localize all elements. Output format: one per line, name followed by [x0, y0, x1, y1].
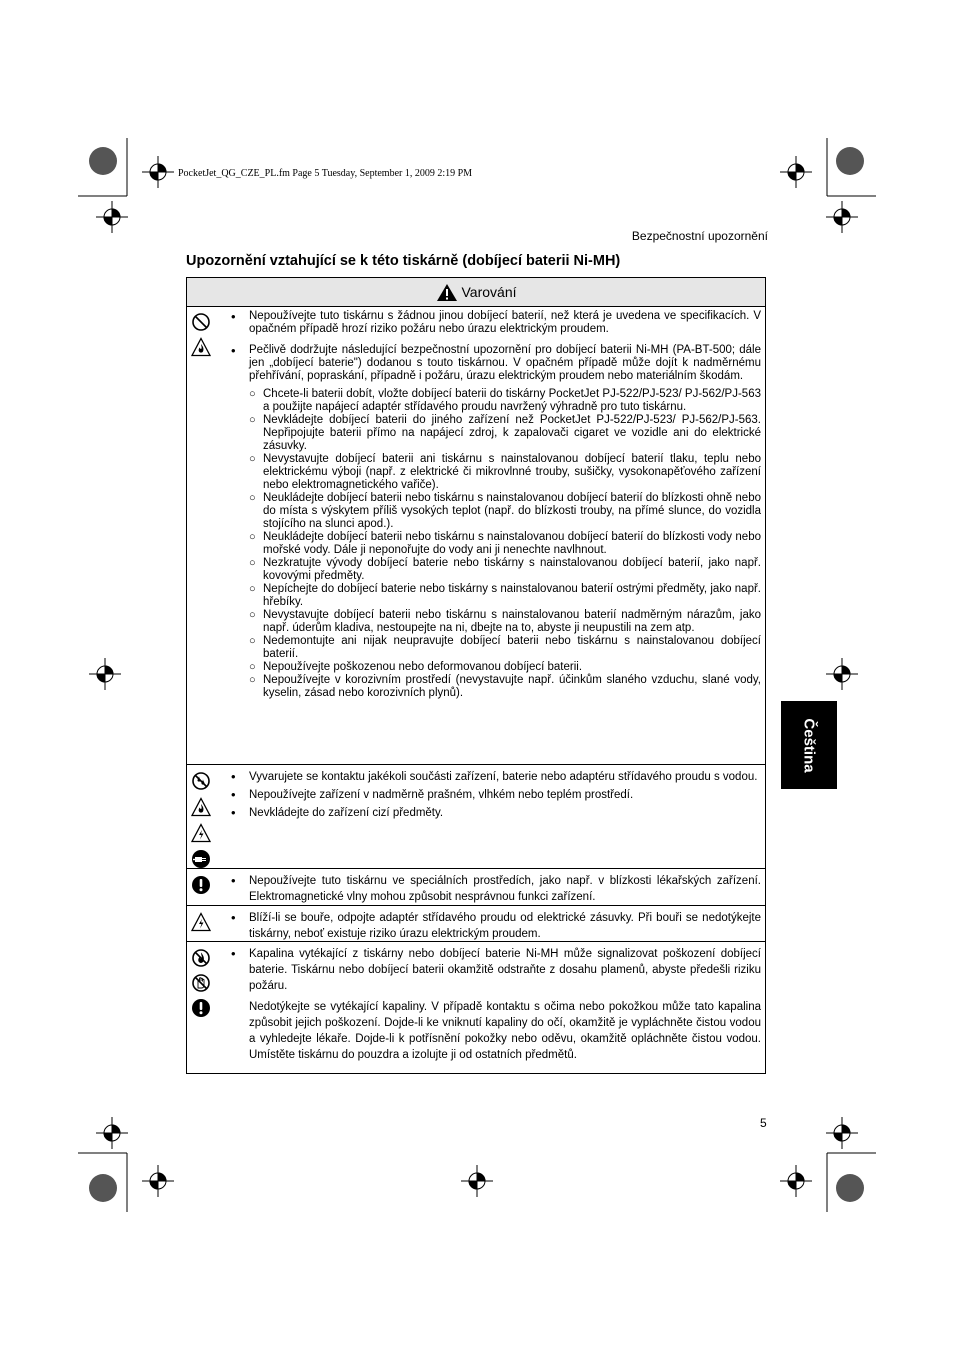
row-icons: [191, 312, 211, 362]
bullet-item: • Kapalina vytékající z tiskárny nebo dobíjecí baterie Ni-MH může signalizovat poškození dobíjecí baterie. Tiskárnu nebo dobíjecí baterii okamžitě odstraňte z dosahu plamenů, abyste předešli riziku požáru.: [225, 946, 761, 994]
bullet-item: • Vyvarujete se kontaktu jakékoli součásti zařízení, baterie nebo adaptéru střídavého proudu s vodou.: [225, 769, 761, 785]
running-title: Bezpečnostní upozornění: [631, 229, 768, 243]
sub-item: ○ Neukládejte dobíjecí baterii nebo tiskárnu s nainstalovanou dobíjecí baterií do blízkosti vody nebo mořské vody. Dále ji neponořujte do vody ani ji nenechte navlhnout.: [225, 531, 761, 557]
fire-warning-icon: [191, 797, 211, 817]
bullet-item: • Nepoužívejte tuto tiskárnu ve speciálních prostředích, jako např. v blízkosti lékařských zařízení. Elektromagnetické vlny mohou způsobit nesprávnou funkci zařízení.: [225, 873, 761, 905]
page-number: 5: [760, 1116, 767, 1130]
sub-item: ○ Chcete-li baterii dobít, vložte dobíjecí baterii do tiskárny PocketJet PJ-522/PJ-523/ PJ-562/PJ-563 a použijte napájecí adaptér střídavého proudu navržený výhradně pro tuto tiskárnu.: [225, 388, 761, 414]
bullet-item: • Nepoužívejte zařízení v nadměrně prašném, vlhkém nebo teplém prostředí.: [225, 787, 761, 803]
language-tab: [781, 701, 837, 789]
row-text: [225, 946, 761, 1063]
no-touch-icon: [191, 973, 211, 993]
sub-item: ○ Nedemontujte ani nijak neupravujte dobíjecí baterii nebo tiskárnu s nainstalovanou dobíjecí baterií.: [225, 635, 761, 661]
mandatory-icon: [191, 875, 211, 895]
unplug-icon: [191, 849, 211, 869]
language-tab-label: Čeština: [800, 717, 818, 773]
warning-table: [186, 277, 766, 1074]
sub-item: ○ Nezkratujte vývody dobíjecí baterie nebo tiskárny s nainstalovanou dobíjecí baterií, jako např. kovovými předměty.: [225, 557, 761, 583]
warning-row: [187, 306, 765, 764]
warning-triangle-icon: [436, 283, 458, 302]
row-icons: [191, 948, 211, 1023]
mandatory-icon: [191, 998, 211, 1018]
electric-shock-icon: [191, 912, 211, 932]
row-text: [225, 769, 761, 823]
print-file-header: PocketJet_QG_CZE_PL.fm Page 5 Tuesday, September 1, 2009 2:19 PM: [178, 168, 473, 179]
row-paragraph: Nedotýkejte se vytékající kapaliny. V případě kontaktu s očima nebo pokožkou může tato kapalina způsobit jejich poškození. Dojde-li ke vniknutí kapaliny do očí, okamžitě je vypláchněte čistou vodou a vyhledejte lékaře. Dojde-li k potřísnění pokožky nebo oděvu, okamžitě opláchněte čistou vodou. Umístěte tiskárnu do pouzdra a izolujte ji od ostatních předmětů.: [249, 1001, 761, 1061]
sub-item: ○ Nevystavujte dobíjecí baterii nebo tiskárnu s nainstalovanou baterií nadměrným nárazům, jako např. úderům kladiva, nestoupejte na ni, dbejte na to, abyste ji neupustili na zem atp.: [225, 609, 761, 635]
warning-row: [187, 905, 765, 942]
warning-row: [187, 941, 765, 1075]
sub-item: ○ Nevystavujte dobíjecí baterii ani tiskárnu s nainstalovanou dobíjecí baterií tlaku, teplu nebo elektrickému výboji (např. z elektrické či mikrovlnné trouby, sušičky, vysokonapěťového zařízení nebo elektromagnetického vařiče).: [225, 453, 761, 492]
sub-item: ○ Nepoužívejte poškozenou nebo deformovanou dobíjecí baterii.: [225, 661, 761, 674]
sub-item: ○ Nepoužívejte v korozivním prostředí (nevystavujte např. účinkům slaného vzduchu, slané vody, kyselin, zásad nebo korozivních plynů).: [225, 674, 761, 700]
warning-row: [187, 764, 765, 869]
bullet-item: • Blíží-li se bouře, odpojte adaptér střídavého proudu od elektrické zásuvky. Při bouři se nedotýkejte tiskárny, neboť existuje riziko úrazu elektrickým proudem.: [225, 910, 761, 942]
row-icons: [191, 771, 211, 875]
sub-item: ○ Nevkládejte dobíjecí baterii do jiného zařízení než PocketJet PJ-522/PJ-523/ PJ-562/PJ-563. Nepřipojujte baterii přímo na napájecí zdroj, k zapalovači cigaret ve vozidle ani do elektrické zásuvky.: [225, 414, 761, 453]
warning-header: [187, 278, 765, 307]
electric-shock-icon: [191, 823, 211, 843]
fire-warning-icon: [191, 337, 211, 357]
bullet-item: • Pečlivě dodržujte následující bezpečnostní upozornění pro dobíjecí baterii Ni-MH (PA-BT-500; dále jen „dobíjecí baterie") dodanou s touto tiskárnou. V opačném případě může dojít k nadměrnému přehřívání, popraskání, případně i požáru, úrazu elektrickým proudem nebo materiálním škodám.: [225, 344, 761, 383]
warning-row: [187, 868, 765, 906]
bullet-item: • Nepoužívejte tuto tiskárnu s žádnou jinou dobíjecí baterií, než která je uvedena ve specifikacích. V opačném případě hrozí riziko požáru nebo úrazu elektrickým proudem.: [225, 310, 761, 336]
sub-item: ○ Nepíchejte do dobíjecí baterie nebo tiskárny s nainstalovanou baterií ostrými předměty, jako např. hřebíky.: [225, 583, 761, 609]
no-water-icon: [191, 771, 211, 791]
warning-label: Varování: [461, 284, 517, 300]
row-text: [225, 310, 761, 700]
no-action-icon: [191, 312, 211, 332]
sub-item: ○ Neukládejte dobíjecí baterii nebo tiskárnu s nainstalovanou dobíjecí baterií do blízkosti ohně nebo do místa s výskytem příliš vysokých teplot (např. do blízkosti trouby, na přímé slunce, do vozidla stojícího na slunci apod.).: [225, 492, 761, 531]
bullet-item: • Nevkládejte do zařízení cizí předměty.: [225, 805, 761, 821]
no-fire-icon: [191, 948, 211, 968]
row-icons: [191, 912, 211, 937]
section-title: Upozornění vztahující se k této tiskárně (dobíjecí baterii Ni-MH): [186, 253, 621, 269]
row-icons: [191, 875, 211, 900]
